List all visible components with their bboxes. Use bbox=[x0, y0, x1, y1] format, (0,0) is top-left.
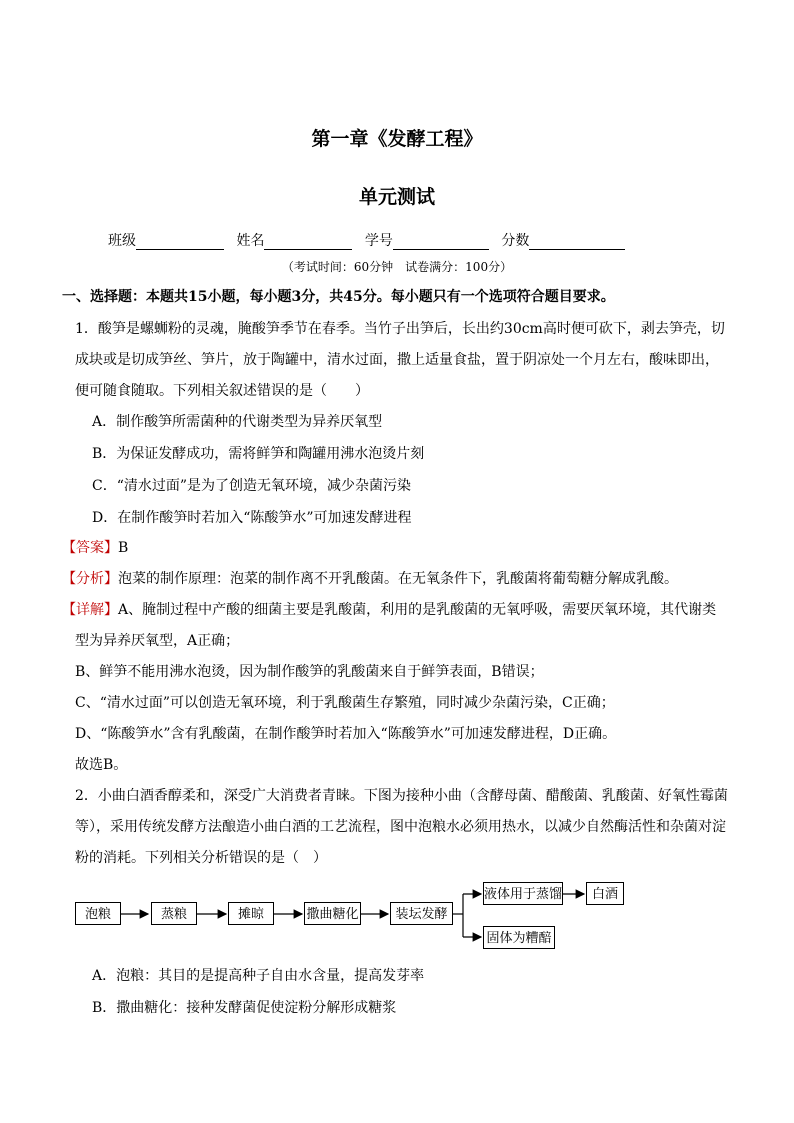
q1-option-d: D．在制作酸笋时若加入“陈酸笋水”可加速发酵进程 bbox=[92, 510, 412, 526]
score-label: 分数 bbox=[501, 233, 530, 249]
q1-stem-line: 便可随食随取。下列相关叙述错误的是（ ） bbox=[75, 383, 369, 399]
answer-tag: 【答案】 bbox=[62, 540, 118, 556]
flow-step-saccharify: 撒曲糖化 bbox=[304, 902, 361, 925]
flow-step-residue: 固体为糟醅 bbox=[483, 926, 555, 949]
q2-option-b: B．撒曲糖化：接种发酵菌促使淀粉分解形成糖浆 bbox=[92, 1000, 397, 1016]
section-heading: 一、选择题：本题共15小题，每小题3分，共45分。每小题只有一个选项符合题目要求。 bbox=[62, 289, 615, 305]
q2-stem-line: 粉的消耗。下列相关分析错误的是（ ） bbox=[75, 850, 327, 866]
detail-text: A、腌制过程中产酸的细菌主要是乳酸菌，利用的是乳酸菌的无氧呼吸，需要厌氧环境，其代谢类 bbox=[118, 602, 717, 618]
name-label: 姓名 bbox=[236, 233, 265, 249]
class-label: 班级 bbox=[108, 233, 136, 249]
analysis-text: 泡菜的制作原理：泡菜的制作离不开乳酸菌。在无氧条件下，乳酸菌将葡萄糖分解成乳酸。 bbox=[118, 571, 678, 587]
q1-detail-line: C、“清水过面”可以创造无氧环境，利于乳酸菌生存繁殖，同时减少杂菌污染，C正确； bbox=[75, 695, 615, 711]
flow-step-soak: 泡粮 bbox=[75, 902, 121, 925]
flow-step-steam: 蒸粮 bbox=[151, 902, 197, 925]
q1-stem-line: 成块或是切成笋丝、笋片，放于陶罐中，清水过面，撒上适量食盐，置于阴凉处一个月左右，酸味即出， bbox=[75, 352, 719, 368]
id-label: 学号 bbox=[364, 233, 393, 249]
flow-step-cool: 摊晾 bbox=[228, 902, 274, 925]
detail-tag: 【详解】 bbox=[62, 602, 118, 618]
analysis-tag: 【分析】 bbox=[62, 571, 118, 587]
exam-note: （考试时间：60分钟 试卷满分：100分） bbox=[281, 260, 513, 274]
page-subtitle: 单元测试 bbox=[358, 186, 435, 208]
q1-stem-line: 1．酸笋是螺蛳粉的灵魂，腌酸笋季节在春季。当竹子出笋后，长出约30cm高时便可砍下，剥去笋壳，切 bbox=[75, 321, 725, 337]
answer-value: B bbox=[118, 540, 129, 556]
q1-detail-line: B、鲜笋不能用沸水泡烫，因为制作酸笋的乳酸菌来自于鲜笋表面，B错误； bbox=[75, 664, 544, 680]
q1-option-a: A．制作酸笋所需菌种的代谢类型为异养厌氧型 bbox=[92, 414, 383, 430]
q1-option-b: B．为保证发酵成功，需将鲜笋和陶罐用沸水泡烫片刻 bbox=[92, 446, 425, 462]
q1-option-c: C．“清水过面”是为了创造无氧环境，减少杂菌污染 bbox=[92, 478, 412, 494]
flow-step-baijiu: 白酒 bbox=[586, 882, 624, 905]
q2-stem-line: 2．小曲白酒香醇柔和，深受广大消费者青睐。下图为接种小曲（含酵母菌、醋酸菌、乳酸菌、好氧性霉菌 bbox=[75, 788, 728, 804]
q1-detail-line: 故选B。 bbox=[75, 757, 128, 773]
q2-stem-line: 等），采用传统发酵方法酿造小曲白酒的工艺流程，图中泡粮水必须用热水，以减少自然酶活性和杂菌对淀 bbox=[75, 819, 726, 835]
q2-option-a: A．泡粮：其目的是提高种子自由水含量，提高发芽率 bbox=[92, 968, 425, 984]
flow-step-ferment: 装坛发酵 bbox=[390, 902, 453, 925]
flow-step-distill: 液体用于蒸馏 bbox=[483, 882, 563, 905]
q1-detail-line: D、“陈酸笋水”含有乳酸菌，在制作酸笋时若加入“陈酸笋水”可加速发酵进程，D正确。 bbox=[75, 726, 617, 742]
page-title: 第一章《发酵工程》 bbox=[311, 128, 483, 150]
q1-detail-line: 型为异养厌氧型，A正确； bbox=[75, 633, 240, 649]
